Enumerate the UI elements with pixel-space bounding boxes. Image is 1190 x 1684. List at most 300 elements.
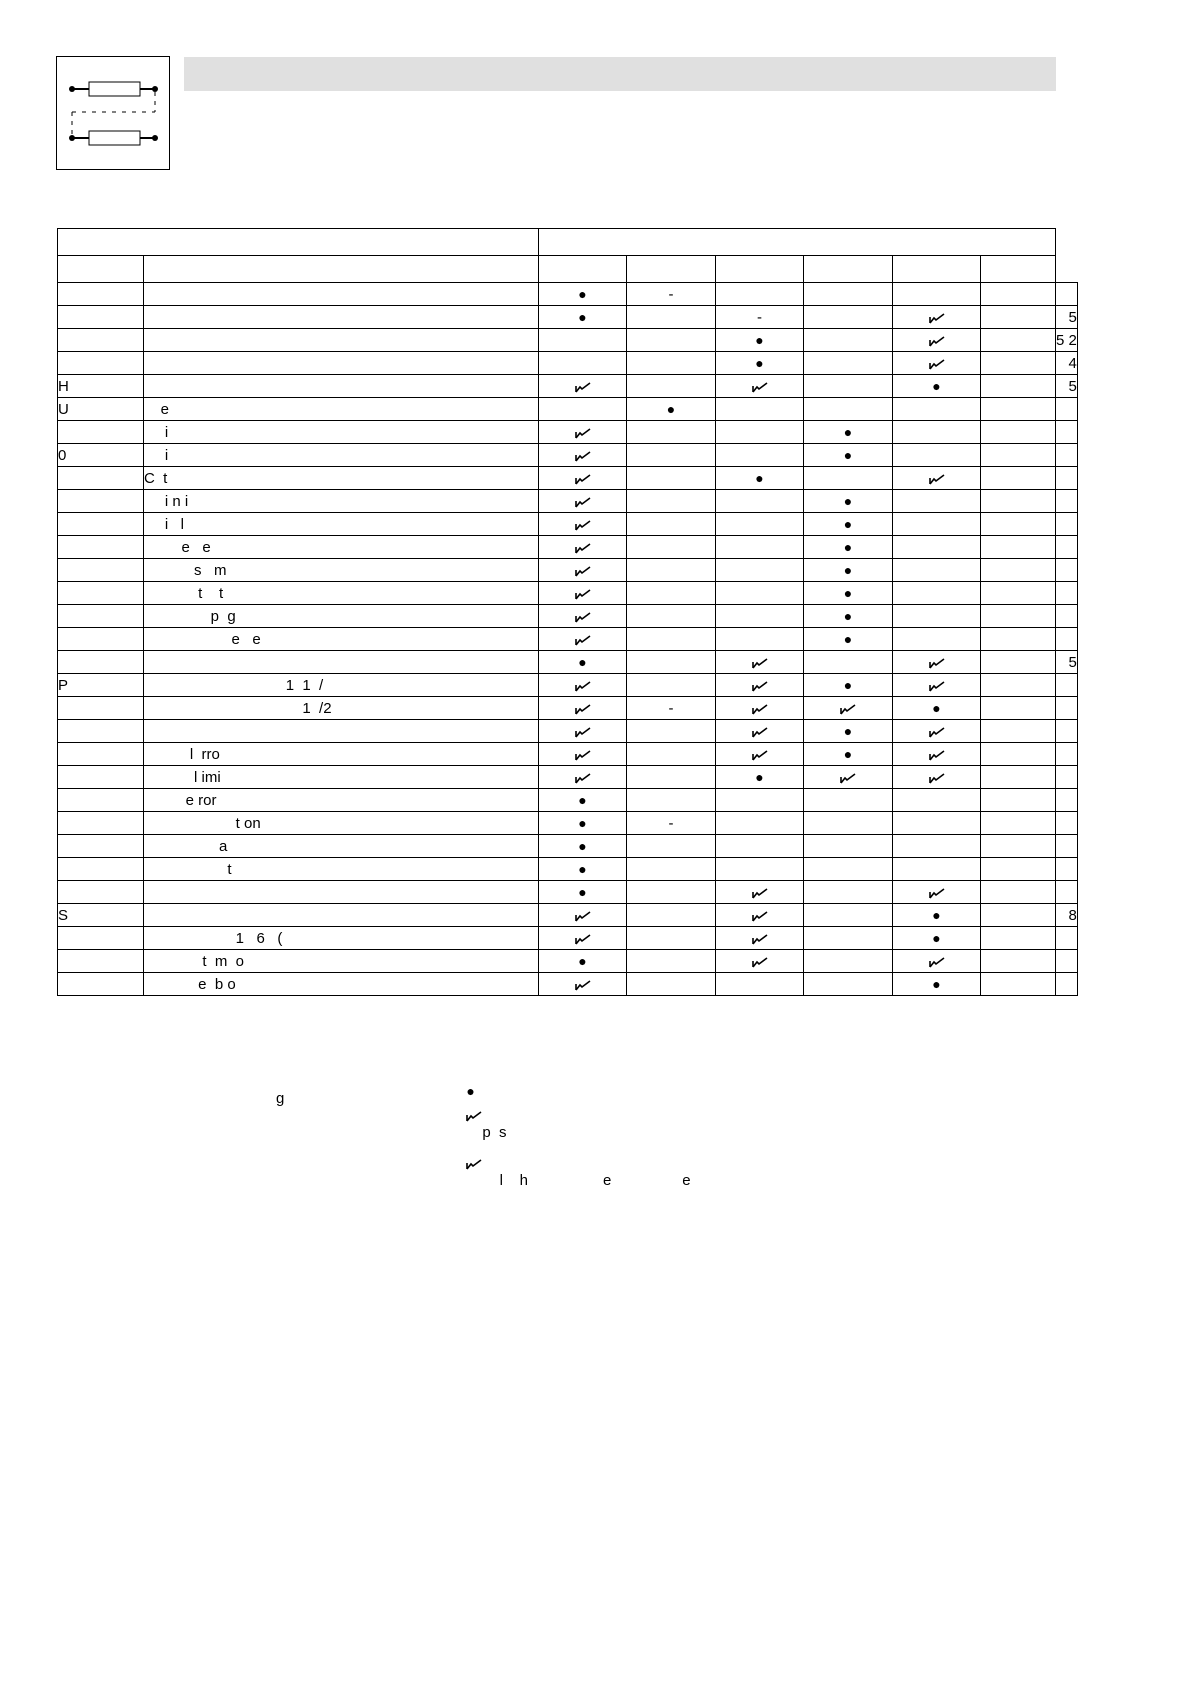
- symbol-cell: [539, 605, 627, 628]
- legend-text: l h e e: [466, 1172, 691, 1189]
- table-row: [58, 858, 1078, 881]
- row-reference-cell: [1056, 743, 1078, 766]
- symbol-cell: [893, 743, 981, 766]
- symbol-cell: [716, 398, 804, 421]
- bullet-icon: ●: [755, 768, 764, 785]
- row-reference-cell: [1056, 697, 1078, 720]
- row-reference-cell: [1056, 536, 1078, 559]
- symbol-cell: [716, 743, 804, 766]
- row-reference-cell: [1056, 421, 1078, 444]
- legend-check-1: [458, 1090, 507, 1141]
- check-icon: [929, 746, 945, 763]
- symbol-cell: [716, 444, 804, 467]
- symbol-cell: [627, 674, 716, 697]
- symbol-cell: [893, 306, 981, 329]
- table-row: [58, 881, 1078, 904]
- bullet-icon: ●: [843, 722, 853, 739]
- symbol-cell: [716, 789, 804, 812]
- bullet-icon: ●: [843, 423, 853, 440]
- check-icon: [929, 769, 945, 786]
- symbol-cell: [981, 720, 1056, 743]
- table-row: [58, 789, 1078, 812]
- symbol-cell: [981, 306, 1056, 329]
- table-row: [58, 421, 1078, 444]
- symbol-cell: [893, 766, 981, 789]
- row-code-cell: [58, 858, 144, 881]
- symbol-cell: [981, 628, 1056, 651]
- check-icon: [752, 884, 768, 901]
- symbol-cell: [804, 973, 893, 996]
- table-row: [58, 697, 1078, 720]
- column-header: [144, 256, 539, 283]
- check-icon: [929, 953, 945, 970]
- table-row: [58, 306, 1078, 329]
- table-row: [58, 812, 1078, 835]
- symbol-cell: [627, 398, 716, 421]
- table-row: [58, 651, 1078, 674]
- symbol-cell: [539, 858, 627, 881]
- symbol-cell: [539, 513, 627, 536]
- row-code-cell: [58, 835, 144, 858]
- row-description-cell: [144, 306, 539, 329]
- row-description-cell: e b o: [144, 973, 539, 996]
- table-row: [58, 950, 1078, 973]
- row-code-cell: [58, 467, 144, 490]
- row-description-cell: e e: [144, 536, 539, 559]
- symbol-cell: [627, 973, 716, 996]
- symbol-cell: [804, 375, 893, 398]
- row-code-cell: [58, 881, 144, 904]
- bullet-icon: ●: [578, 952, 587, 969]
- symbol-cell: [716, 306, 804, 329]
- row-description-cell: l imi: [144, 766, 539, 789]
- symbol-cell: [716, 697, 804, 720]
- symbol-cell: [804, 421, 893, 444]
- table-row: [58, 467, 1078, 490]
- symbol-cell: [716, 766, 804, 789]
- bullet-icon: ●: [843, 745, 853, 762]
- table-row: [58, 444, 1078, 467]
- row-reference-cell: [1056, 467, 1078, 490]
- check-icon: [575, 585, 591, 602]
- symbol-cell: [981, 444, 1056, 467]
- row-description-cell: 1 /2: [144, 697, 539, 720]
- symbol-cell: [627, 444, 716, 467]
- symbol-cell: [981, 766, 1056, 789]
- symbol-cell: [539, 467, 627, 490]
- check-icon: [752, 677, 768, 694]
- row-description-cell: i l: [144, 513, 539, 536]
- table-row: [58, 835, 1078, 858]
- table-row: [58, 743, 1078, 766]
- row-description-cell: l rro: [144, 743, 539, 766]
- row-reference-cell: [1056, 950, 1078, 973]
- symbol-cell: [893, 329, 981, 352]
- check-icon: [575, 631, 591, 648]
- symbol-cell: [893, 789, 981, 812]
- check-icon: [929, 677, 945, 694]
- symbol-cell: [716, 283, 804, 306]
- symbol-cell: [981, 582, 1056, 605]
- symbol-cell: [981, 283, 1056, 306]
- symbol-cell: [716, 490, 804, 513]
- dash-icon: -: [757, 308, 762, 326]
- bullet-icon: ●: [843, 584, 853, 601]
- symbol-cell: [893, 490, 981, 513]
- symbol-cell: [893, 697, 981, 720]
- row-code-cell: [58, 789, 144, 812]
- bullet-icon: ●: [755, 331, 764, 348]
- symbol-cell: [804, 605, 893, 628]
- symbol-cell: [716, 559, 804, 582]
- bullet-icon: ●: [578, 308, 587, 325]
- check-icon: [752, 953, 768, 970]
- symbol-cell: [893, 950, 981, 973]
- symbol-cell: [627, 628, 716, 651]
- bullet-icon: ●: [932, 929, 941, 946]
- row-code-cell: 0: [58, 444, 144, 467]
- row-reference-cell: [1056, 720, 1078, 743]
- symbol-cell: [804, 881, 893, 904]
- check-icon: [840, 769, 856, 786]
- symbol-cell: [539, 651, 627, 674]
- row-code-cell: [58, 283, 144, 306]
- row-reference-cell: [1056, 559, 1078, 582]
- row-description-cell: [144, 375, 539, 398]
- row-code-cell: [58, 306, 144, 329]
- symbol-cell: [893, 605, 981, 628]
- bullet-icon: ●: [843, 561, 853, 578]
- symbol-cell: [893, 720, 981, 743]
- symbol-cell: [716, 881, 804, 904]
- column-header: [58, 256, 144, 283]
- symbol-cell: [804, 398, 893, 421]
- symbol-cell: [804, 743, 893, 766]
- check-icon: [575, 539, 591, 556]
- row-code-cell: [58, 973, 144, 996]
- row-reference-cell: [1056, 973, 1078, 996]
- symbol-cell: [716, 421, 804, 444]
- column-header: [539, 256, 627, 283]
- symbol-cell: [893, 421, 981, 444]
- check-icon: [929, 884, 945, 901]
- table-row: [58, 398, 1078, 421]
- symbol-cell: [627, 329, 716, 352]
- symbol-cell: [893, 927, 981, 950]
- row-description-cell: t on: [144, 812, 539, 835]
- bullet-icon: ●: [755, 354, 764, 371]
- symbol-cell: [627, 536, 716, 559]
- feature-table: [57, 228, 1078, 996]
- check-icon: [929, 355, 945, 372]
- symbol-cell: [539, 950, 627, 973]
- symbol-cell: [539, 398, 627, 421]
- bullet-icon: ●: [843, 676, 853, 693]
- table-row: [58, 536, 1078, 559]
- symbol-cell: [893, 582, 981, 605]
- row-code-cell: [58, 950, 144, 973]
- column-header: [981, 256, 1056, 283]
- row-code-cell: [58, 766, 144, 789]
- table-column-header-row: [58, 256, 1078, 283]
- symbol-cell: [981, 352, 1056, 375]
- check-icon: [575, 976, 591, 993]
- bullet-icon: ●: [843, 492, 853, 509]
- row-description-cell: i: [144, 421, 539, 444]
- row-code-cell: [58, 605, 144, 628]
- row-reference-cell: [1056, 835, 1078, 858]
- symbol-cell: [981, 513, 1056, 536]
- table-row: [58, 927, 1078, 950]
- row-reference-cell: 4: [1056, 352, 1078, 375]
- bullet-icon: ●: [932, 377, 941, 394]
- symbol-cell: [804, 490, 893, 513]
- row-code-cell: [58, 352, 144, 375]
- symbol-cell: [539, 697, 627, 720]
- row-code-cell: [58, 720, 144, 743]
- row-code-cell: [58, 927, 144, 950]
- table-group-header-row: [58, 229, 1078, 256]
- row-description-cell: [144, 881, 539, 904]
- check-icon: [575, 378, 591, 395]
- symbol-cell: [893, 283, 981, 306]
- symbol-cell: [539, 789, 627, 812]
- symbol-cell: [539, 490, 627, 513]
- check-icon: [575, 447, 591, 464]
- row-reference-cell: [1056, 582, 1078, 605]
- symbol-cell: [804, 651, 893, 674]
- check-icon: [575, 470, 591, 487]
- check-icon: [752, 930, 768, 947]
- check-icon: [575, 930, 591, 947]
- symbol-cell: [716, 950, 804, 973]
- symbol-cell: [804, 582, 893, 605]
- row-description-cell: e e: [144, 628, 539, 651]
- symbol-cell: [804, 674, 893, 697]
- bullet-icon: ●: [578, 860, 587, 877]
- column-header: [893, 256, 981, 283]
- bullet-icon: ●: [843, 515, 853, 532]
- symbol-cell: [627, 950, 716, 973]
- bullet-icon: ●: [932, 906, 941, 923]
- symbol-cell: [804, 467, 893, 490]
- row-description-cell: t m o: [144, 950, 539, 973]
- symbol-cell: [893, 973, 981, 996]
- symbol-cell: [893, 858, 981, 881]
- row-description-cell: 1 6 (: [144, 927, 539, 950]
- row-reference-cell: [1056, 881, 1078, 904]
- symbol-cell: [627, 789, 716, 812]
- symbol-cell: [716, 835, 804, 858]
- symbol-cell: [893, 467, 981, 490]
- table-row: [58, 490, 1078, 513]
- table-row: [58, 605, 1078, 628]
- check-icon: [752, 723, 768, 740]
- row-reference-cell: [1056, 927, 1078, 950]
- table-row: [58, 352, 1078, 375]
- symbol-cell: [627, 858, 716, 881]
- symbol-cell: [627, 881, 716, 904]
- table-row: [58, 766, 1078, 789]
- symbol-cell: [981, 812, 1056, 835]
- row-code-cell: [58, 329, 144, 352]
- symbol-cell: [627, 283, 716, 306]
- check-icon: [929, 470, 945, 487]
- legend-left-label: g: [276, 1090, 285, 1107]
- symbol-cell: [716, 674, 804, 697]
- check-icon: [575, 907, 591, 924]
- symbol-cell: [716, 628, 804, 651]
- symbol-cell: [893, 835, 981, 858]
- symbol-cell: [539, 329, 627, 352]
- symbol-cell: [893, 536, 981, 559]
- bullet-icon: ●: [932, 975, 941, 992]
- logo-icon: [56, 56, 170, 170]
- symbol-cell: [716, 651, 804, 674]
- row-description-cell: [144, 352, 539, 375]
- row-code-cell: U: [58, 398, 144, 421]
- row-description-cell: [144, 904, 539, 927]
- table-row: [58, 904, 1078, 927]
- table-row: [58, 582, 1078, 605]
- symbol-cell: [539, 536, 627, 559]
- bullet-icon: ●: [755, 469, 764, 486]
- row-description-cell: 1 1 /: [144, 674, 539, 697]
- symbol-cell: [981, 697, 1056, 720]
- row-reference-cell: [1056, 766, 1078, 789]
- symbol-cell: [981, 674, 1056, 697]
- row-description-cell: t t: [144, 582, 539, 605]
- symbol-cell: [539, 835, 627, 858]
- bullet-icon: ●: [843, 630, 853, 647]
- symbol-cell: [627, 352, 716, 375]
- check-icon: [575, 700, 591, 717]
- table-row: [58, 329, 1078, 352]
- symbol-cell: [804, 835, 893, 858]
- check-icon: [466, 1155, 482, 1172]
- row-description-cell: e: [144, 398, 539, 421]
- check-icon: [840, 700, 856, 717]
- symbol-cell: [716, 352, 804, 375]
- symbol-cell: [627, 513, 716, 536]
- symbol-cell: [539, 444, 627, 467]
- symbol-cell: [804, 927, 893, 950]
- symbol-cell: [716, 536, 804, 559]
- symbol-cell: [716, 513, 804, 536]
- table-row: [58, 513, 1078, 536]
- symbol-cell: [804, 536, 893, 559]
- check-icon: [575, 746, 591, 763]
- dash-icon: -: [668, 285, 674, 303]
- bullet-icon: ●: [578, 791, 587, 808]
- symbol-cell: [539, 559, 627, 582]
- check-icon: [575, 516, 591, 533]
- symbol-cell: [716, 375, 804, 398]
- symbol-cell: [893, 444, 981, 467]
- row-description-cell: [144, 720, 539, 743]
- symbol-cell: [539, 904, 627, 927]
- table-row: [58, 720, 1078, 743]
- symbol-cell: [893, 904, 981, 927]
- row-code-cell: P: [58, 674, 144, 697]
- symbol-cell: [627, 467, 716, 490]
- row-reference-cell: [1056, 812, 1078, 835]
- symbol-cell: [981, 927, 1056, 950]
- symbol-cell: [893, 559, 981, 582]
- symbol-cell: [539, 375, 627, 398]
- symbol-cell: [539, 582, 627, 605]
- bullet-icon: ●: [578, 653, 587, 670]
- check-icon: [929, 309, 945, 326]
- symbol-cell: [893, 375, 981, 398]
- symbol-cell: [539, 628, 627, 651]
- symbol-cell: [804, 812, 893, 835]
- check-icon: [575, 562, 591, 579]
- symbol-cell: [981, 973, 1056, 996]
- symbol-cell: [716, 605, 804, 628]
- table-row: [58, 973, 1078, 996]
- row-code-cell: [58, 628, 144, 651]
- symbol-cell: [539, 352, 627, 375]
- group-header-left: [58, 229, 539, 256]
- bullet-icon: ●: [843, 538, 853, 555]
- bullet-icon: ●: [843, 446, 853, 463]
- dash-icon: -: [668, 814, 674, 832]
- check-icon: [575, 608, 591, 625]
- table-row: [58, 674, 1078, 697]
- row-reference-cell: 5: [1056, 375, 1078, 398]
- symbol-cell: [981, 605, 1056, 628]
- check-icon: [575, 769, 591, 786]
- row-description-cell: [144, 283, 539, 306]
- row-description-cell: s m: [144, 559, 539, 582]
- symbol-cell: [539, 674, 627, 697]
- row-code-cell: [58, 490, 144, 513]
- bullet-icon: ●: [932, 699, 941, 716]
- symbol-cell: [627, 743, 716, 766]
- symbol-cell: [539, 421, 627, 444]
- legend-check-2: [458, 1138, 691, 1189]
- row-reference-cell: 5: [1056, 651, 1078, 674]
- symbol-cell: [716, 904, 804, 927]
- symbol-cell: [627, 421, 716, 444]
- row-code-cell: [58, 513, 144, 536]
- group-header-right: [539, 229, 1056, 256]
- symbol-cell: [716, 720, 804, 743]
- row-description-cell: [144, 651, 539, 674]
- symbol-cell: [539, 283, 627, 306]
- row-description-cell: e ror: [144, 789, 539, 812]
- symbol-cell: [627, 490, 716, 513]
- check-icon: [752, 907, 768, 924]
- symbol-cell: [981, 329, 1056, 352]
- symbol-cell: [981, 421, 1056, 444]
- row-reference-cell: [1056, 398, 1078, 421]
- header-bar: [184, 57, 1056, 91]
- symbol-cell: [893, 398, 981, 421]
- symbol-cell: [804, 559, 893, 582]
- symbol-cell: [981, 835, 1056, 858]
- column-header: [627, 256, 716, 283]
- symbol-cell: [893, 651, 981, 674]
- symbol-cell: [627, 559, 716, 582]
- symbol-cell: [716, 812, 804, 835]
- row-reference-cell: [1056, 605, 1078, 628]
- row-reference-cell: [1056, 490, 1078, 513]
- symbol-cell: [539, 973, 627, 996]
- symbol-cell: [539, 720, 627, 743]
- row-code-cell: [58, 536, 144, 559]
